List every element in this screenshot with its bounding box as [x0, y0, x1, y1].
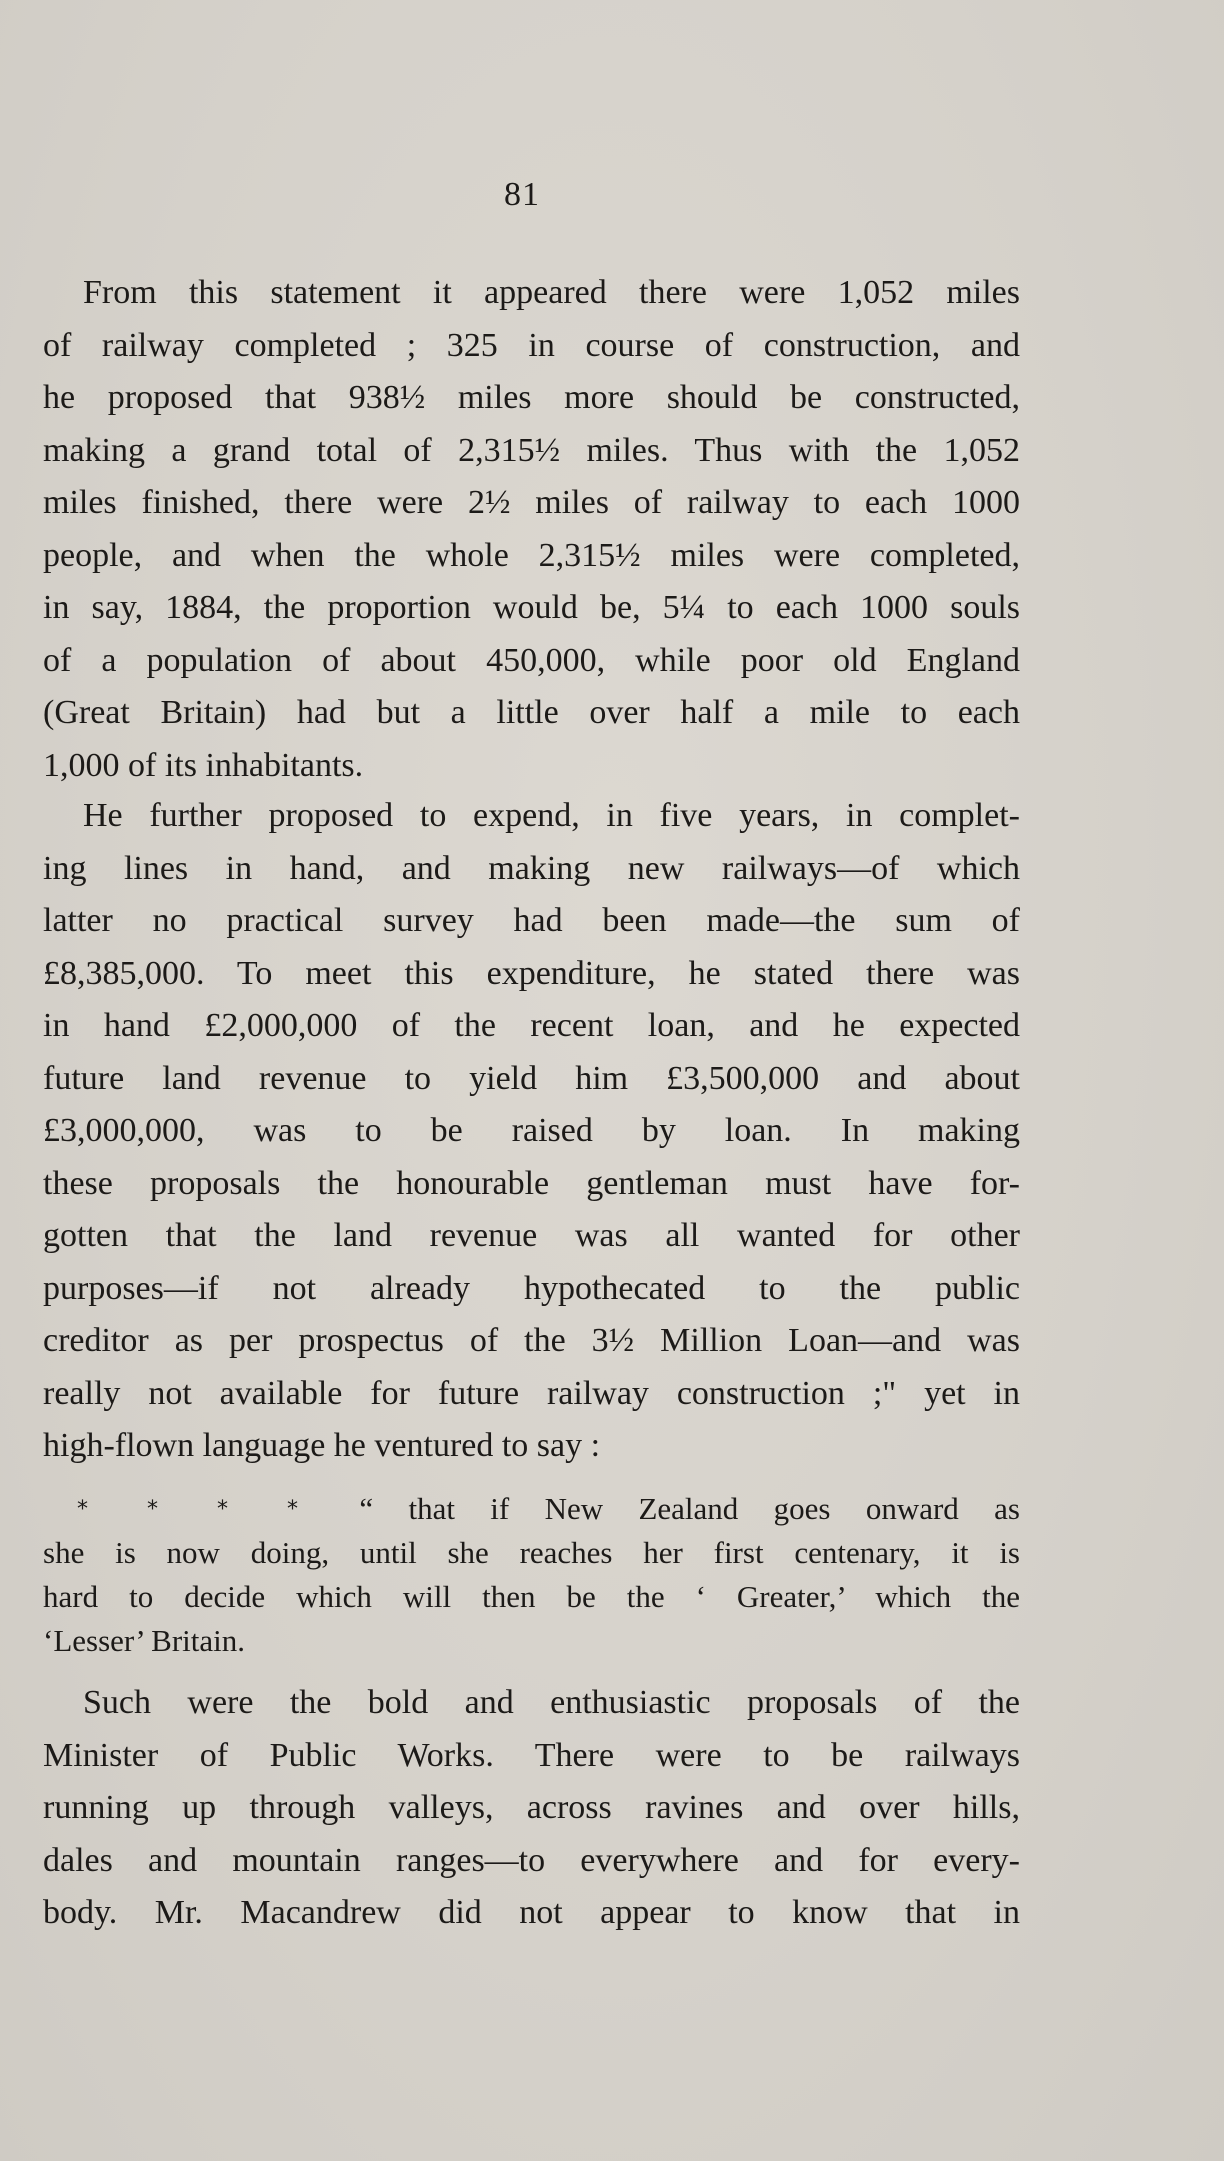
text-line: Minister of Public Works. There were to be railways	[43, 1736, 1020, 1774]
text-line: dales and mountain ranges—to everywhere and for every-	[43, 1841, 1020, 1879]
text-line: he proposed that 938½ miles more should be constructed,	[43, 379, 1020, 416]
quote-line	[43, 1487, 1020, 1531]
text-line: (Great Britain) had but a little over half a mile to each	[43, 694, 1020, 731]
text-line: people, and when the whole 2,315½ miles were completed,	[43, 536, 1020, 574]
quote-line: ‘Lesser’ Britain.	[43, 1623, 245, 1658]
text-line: £3,000,000, was to be raised by loan. In making	[43, 1112, 1020, 1149]
page-number: 81	[504, 176, 540, 213]
text-line: running up through valleys, across ravines and over hills,	[43, 1789, 1020, 1826]
text-line: purposes—if not already hypothecated to the public	[43, 1269, 1020, 1307]
text-line: making a grand total of 2,315½ miles. Thus with the 1,052	[43, 431, 1020, 469]
text-line: future land revenue to yield him £3,500,000 and about	[43, 1059, 1020, 1097]
text-line: high-flown language he ventured to say :	[43, 1427, 601, 1464]
quote-line: hard to decide which will then be the ‘ Greater,’ which the	[43, 1579, 1020, 1614]
text-line: ing lines in hand, and making new railways—of which	[43, 849, 1020, 887]
text-line: in hand £2,000,000 of the recent loan, and he expected	[43, 1007, 1020, 1044]
text-line: in say, 1884, the proportion would be, 5¼ to each 1000 souls	[43, 589, 1020, 626]
text-line: From this statement it appeared there were 1,052 miles	[83, 274, 1020, 311]
text-line: He further proposed to expend, in five years, in complet-	[83, 797, 1020, 834]
text-line: Such were the bold and enthusiastic proposals of the	[83, 1684, 1020, 1721]
paragraph-2	[43, 790, 1020, 1473]
quote-text: “ that if New Zealand goes onward as	[359, 1491, 1020, 1526]
paragraph-3	[43, 1677, 1020, 1940]
text-line: latter no practical survey had been made—the sum of	[43, 902, 1020, 939]
text-line: of railway completed ; 325 in course of construction, and	[43, 326, 1020, 364]
text-line: these proposals the honourable gentleman must have for-	[43, 1164, 1020, 1202]
quote-line: she is now doing, until she reaches her first centenary, it is	[43, 1535, 1020, 1570]
text-line: creditor as per prospectus of the 3½ Million Loan—and was	[43, 1322, 1020, 1359]
ellipsis-stars: * * * *	[77, 1497, 324, 1522]
block-quote	[43, 1487, 1020, 1663]
text-line: body. Mr. Macandrew did not appear to know that in	[43, 1894, 1020, 1931]
paragraph-1	[43, 267, 1020, 792]
text-line: £8,385,000. To meet this expenditure, he stated there was	[43, 954, 1020, 992]
text-line: of a population of about 450,000, while poor old England	[43, 641, 1020, 679]
text-line: miles finished, there were 2½ miles of railway to each 1000	[43, 484, 1020, 521]
text-line: 1,000 of its inhabitants.	[43, 746, 364, 784]
text-line: really not available for future railway construction ;" yet in	[43, 1374, 1020, 1412]
text-line: gotten that the land revenue was all wanted for other	[43, 1217, 1020, 1254]
